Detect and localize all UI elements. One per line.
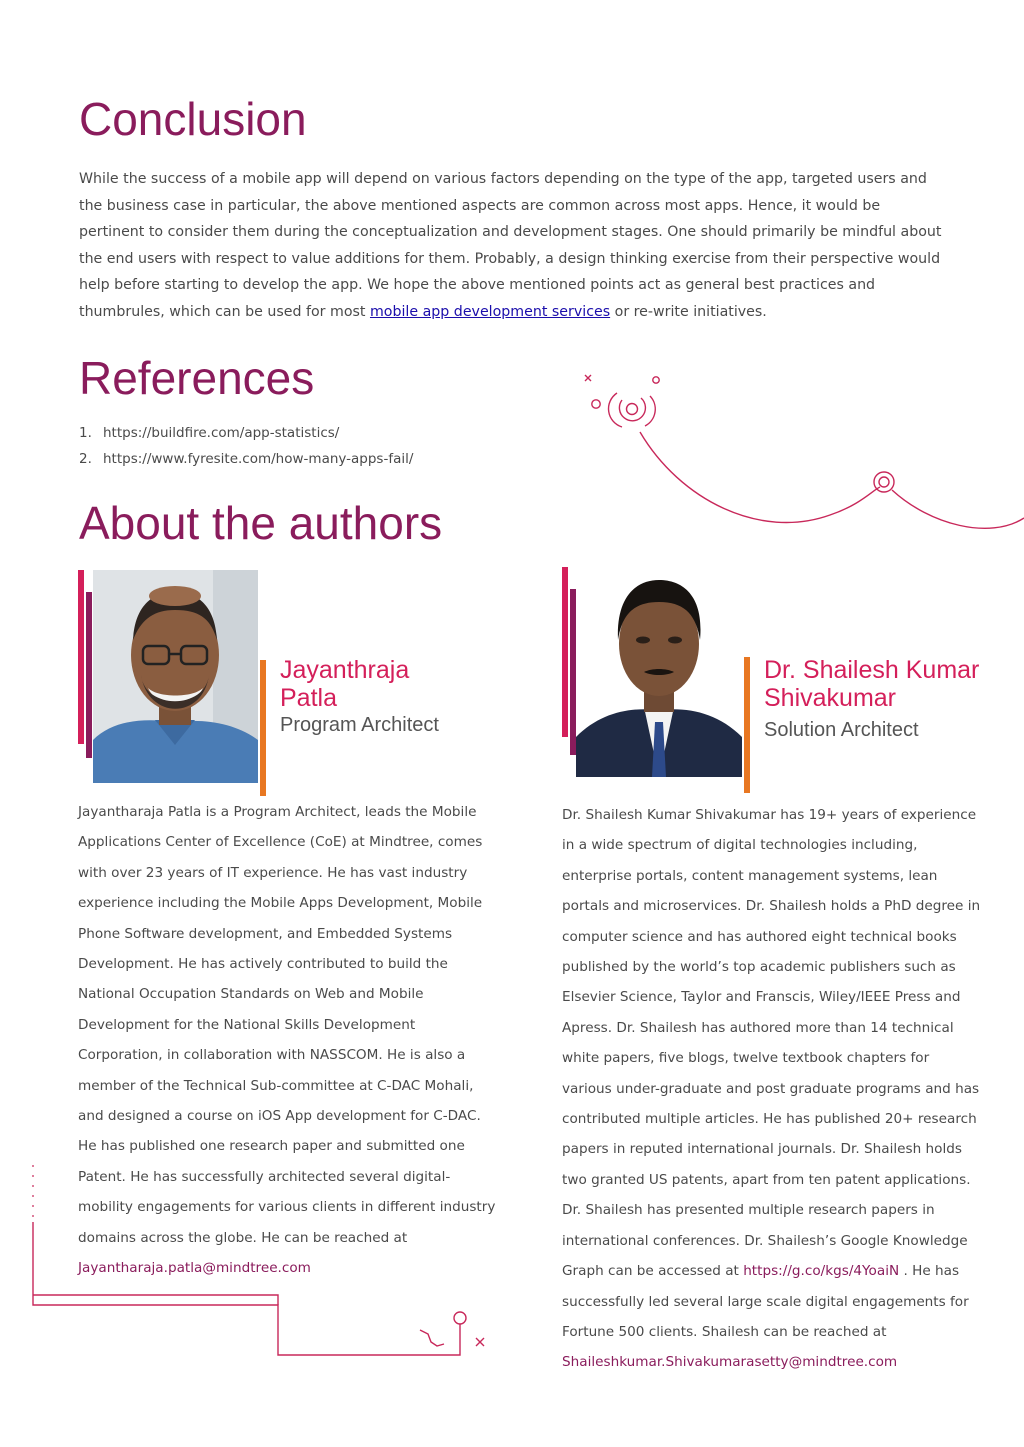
author1-role: Program Architect	[280, 714, 439, 736]
author2-name: Dr. Shailesh Kumar Shivakumar	[764, 656, 980, 712]
accent-bar-purple	[86, 592, 92, 758]
author2-email[interactable]: Shaileshkumar.Shivakumarasetty@mindtree.com	[562, 1354, 898, 1371]
knowledge-graph-link[interactable]: https://g.co/kgs/4YoaiN	[743, 1263, 900, 1280]
conclusion-heading: Conclusion	[79, 93, 307, 145]
accent-bar-pink	[562, 567, 568, 737]
author1-email[interactable]: Jayantharaja.patla@mindtree.com	[78, 1260, 311, 1277]
author2-role: Solution Architect	[764, 719, 919, 741]
references-list	[79, 422, 413, 474]
conclusion-paragraph	[79, 166, 949, 326]
reference-item[interactable]: 2. https://www.fyresite.com/how-many-apps-fail/	[79, 451, 414, 467]
accent-bar-orange	[744, 657, 750, 793]
about-authors-heading: About the authors	[79, 497, 443, 549]
author2-photo	[576, 572, 742, 777]
conclusion-text: While the success of a mobile app will depend on various factors depending on the type of the app, targeted users and the business case in particular, the above mentioned aspects are common across most apps. Hence, it would be pertinent to consider them during the conceptualization and development stages. One should primarily be mindful about the end users with respect to value additions for them. Probably, a design thinking exercise from their perspective would help before starting to develop the app. We hope the above mentioned points act as general best practices and thumbrules, which can be used for most	[79, 171, 942, 320]
author1-photo	[93, 570, 258, 783]
accent-bar-pink	[78, 570, 84, 744]
author1-bio: Jayantharaja Patla is a Program Architect, leads the Mobile Applications Center of Excellence (CoE) at Mindtree, comes with over 23 years of IT experience. He has vast industry experience including the Mobile Apps Development, Mobile Phone Software development, and Embedded Systems Development. He has actively contributed to build the National Occupation Standards on Web and Mobile Development for the National Skills Development Corporation, in collaboration with NASSCOM. He is also a member of the Technical Sub-committee at C-DAC Mohali, and designed a course on iOS App development for C-DAC. He has published one research paper and submitted one Patent. He has successfully architected several digital-mobility engagements for various clients in different industry domains across the globe. He can be reached at Jayantharaja.patla@mindtree.com	[78, 804, 496, 1277]
accent-bar-orange	[260, 660, 266, 796]
conclusion-text-end: or re-write initiatives.	[610, 303, 767, 320]
author1-name: Jayanthraja Patla	[280, 656, 410, 712]
mobile-app-development-link[interactable]: mobile app development services	[369, 303, 611, 320]
references-heading: References	[79, 352, 315, 404]
reference-item[interactable]: 1. https://buildfire.com/app-statistics/	[79, 425, 340, 441]
author2-bio: Dr. Shailesh Kumar Shivakumar has 19+ years of experience in a wide spectrum of digital technologies including, enterprise portals, content management systems, lean portals and microservices. Dr. Shailesh holds a PhD degree in computer science and has authored eight technical books published by the world’s top academic publishers such as Elsevier Science, Taylor and Franscis, Wiley/IEEE Press and Apress. Dr. Shailesh has authored more than 14 technical white papers, five blogs, twelve textbook chapters for various under-graduate and post graduate programs and has contributed multiple articles. He has published 20+ research papers in reputed international journals. Dr. Shailesh holds two granted US patents, apart from ten patent applications. Dr. Shailesh has presented multiple research papers in international conferences. Dr. Shailesh’s Google Knowledge Graph can be accessed at https://g.co/kgs/4YoaiN . He has successfully led several large scale digital engagements for Fortune 500 clients. Shailesh can be reached at Shaileshkumar.Shivakumarasetty@mindtree.com	[562, 807, 981, 1371]
